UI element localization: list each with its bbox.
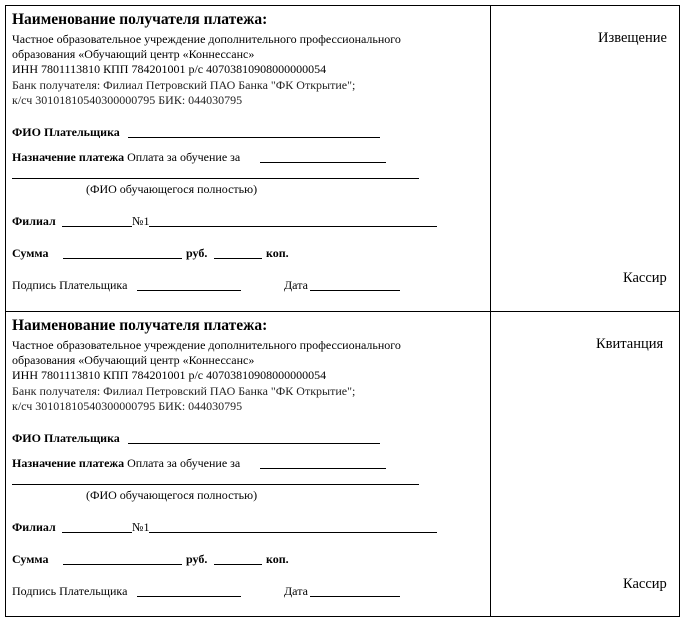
ks-line: к/сч 30101810540300000795 БИК: 044030795 (12, 93, 243, 107)
branch-field[interactable] (62, 226, 132, 227)
signature-label: Подпись Плательщика (12, 584, 128, 598)
purpose-period-field[interactable] (260, 162, 386, 163)
recipient-heading: Наименование получателя платежа: (12, 11, 268, 28)
branch-number: №1 (132, 214, 150, 228)
recipient-heading: Наименование получателя платежа: (12, 317, 268, 334)
kop-label: коп. (266, 246, 289, 260)
doc-type-label: Извещение (598, 30, 667, 46)
date-label: Дата (284, 278, 308, 292)
sum-kop-field[interactable] (214, 258, 262, 259)
notice-section (6, 6, 679, 311)
purpose-row (12, 456, 240, 470)
kop-label: коп. (266, 552, 289, 566)
org-line-2: образования «Обучающий центр «Коннессанс» (12, 47, 255, 61)
sum-label: Сумма (12, 246, 49, 260)
date-label: Дата (284, 584, 308, 598)
org-line-1: Частное образовательное учреждение дополнительного профессионального (12, 338, 401, 352)
inn-line: ИНН 7801113810 КПП 784201001 р/с 40703810908000000054 (12, 368, 327, 382)
org-line-2: образования «Обучающий центр «Коннессанс» (12, 353, 255, 367)
cashier-label: Кассир (623, 270, 667, 286)
student-name-field[interactable] (12, 178, 419, 179)
rub-label: руб. (186, 246, 208, 260)
payer-label: ФИО Плательщика (12, 125, 120, 139)
doc-type-label: Квитанция (596, 336, 664, 352)
payer-label: ФИО Плательщика (12, 431, 120, 445)
branch-label: Филиал (12, 214, 56, 228)
rub-label: руб. (186, 552, 208, 566)
branch-field[interactable] (62, 532, 132, 533)
date-field[interactable] (310, 290, 400, 291)
student-caption: (ФИО обучающегося полностью) (86, 182, 258, 196)
bank-line: Банк получателя: Филиал Петровский ПАО Банка "ФК Открытие"; (12, 384, 356, 398)
signature-label: Подпись Плательщика (12, 278, 128, 292)
sum-kop-field[interactable] (214, 564, 262, 565)
purpose-label: Назначение платежа (12, 456, 125, 470)
column-divider (490, 6, 491, 311)
sum-label: Сумма (12, 552, 49, 566)
purpose-text: Оплата за обучение за (127, 456, 241, 470)
org-line-1: Частное образовательное учреждение дополнительного профессионального (12, 32, 401, 46)
student-name-field[interactable] (12, 484, 419, 485)
bank-line: Банк получателя: Филиал Петровский ПАО Банка "ФК Открытие"; (12, 78, 356, 92)
payer-name-field[interactable] (128, 443, 380, 444)
column-divider (490, 312, 491, 617)
date-field[interactable] (310, 596, 400, 597)
cashier-label: Кассир (623, 576, 667, 592)
sum-rub-field[interactable] (63, 564, 182, 565)
payment-form (5, 5, 680, 617)
purpose-period-field[interactable] (260, 468, 386, 469)
purpose-text: Оплата за обучение за (127, 150, 241, 164)
ks-line: к/сч 30101810540300000795 БИК: 044030795 (12, 399, 243, 413)
student-caption: (ФИО обучающегося полностью) (86, 488, 258, 502)
inn-line: ИНН 7801113810 КПП 784201001 р/с 40703810908000000054 (12, 62, 327, 76)
branch-label: Филиал (12, 520, 56, 534)
payer-name-field[interactable] (128, 137, 380, 138)
branch-extra-field[interactable] (149, 226, 437, 227)
signature-field[interactable] (137, 596, 241, 597)
purpose-row (12, 150, 240, 164)
sum-rub-field[interactable] (63, 258, 182, 259)
purpose-label: Назначение платежа (12, 150, 125, 164)
signature-field[interactable] (137, 290, 241, 291)
branch-extra-field[interactable] (149, 532, 437, 533)
branch-number: №1 (132, 520, 150, 534)
receipt-section (6, 311, 679, 617)
